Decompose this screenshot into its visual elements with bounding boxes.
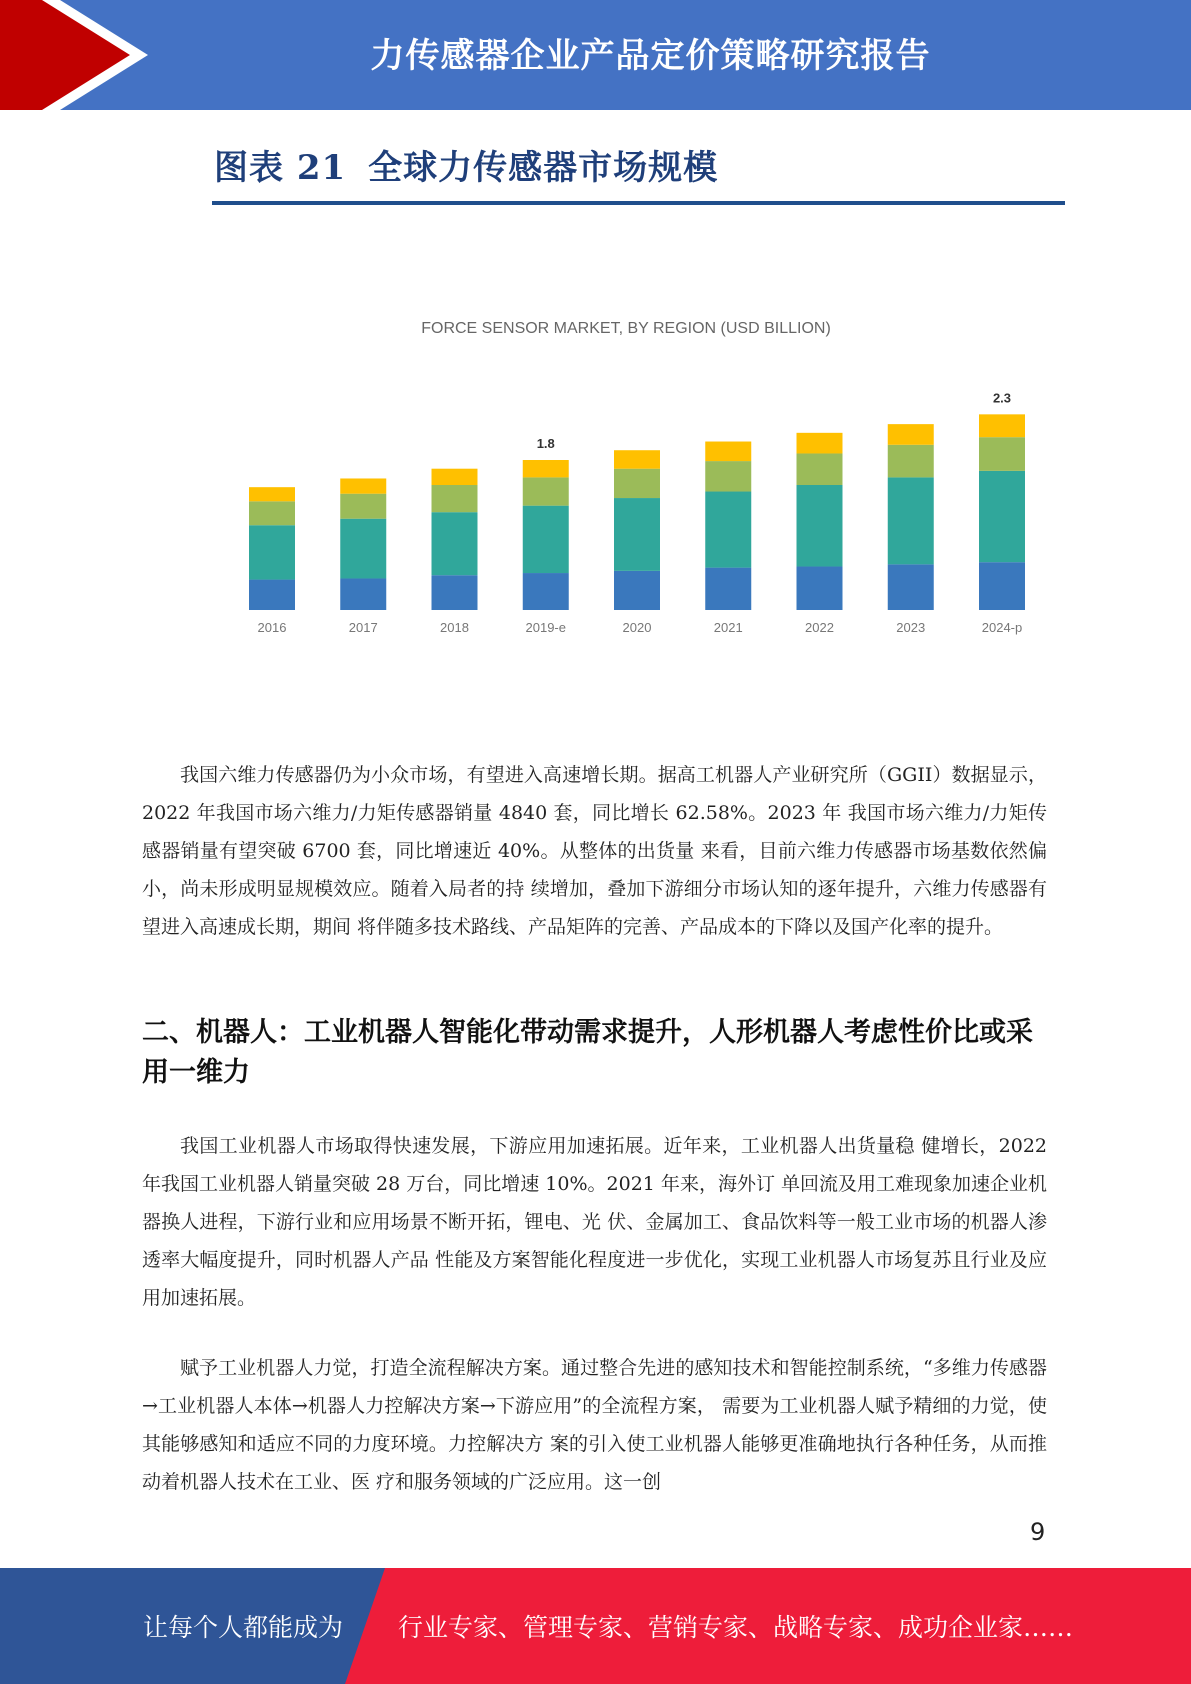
bar-segment-2017-1 (340, 578, 386, 610)
paragraph-industrial-robot-market: 我国工业机器人市场取得快速发展，下游应用加速拓展。近年来，工业机器人出货量稳 健增长，2022 年我国工业机器人销量突破 28 万台，同比增速 10%。2021 年来，海外订 单回流及用工难现象加速企业机器换人进程，下游行业和应用场景不断开拓，锂电、光 伏、金属加工、食品饮料等一般工业市场的机器人渗透率大幅度提升，同时机器人产品 性能及方案智能化程度进一步优化，实现工业机器人市场复苏且行业及应用加速拓展。 (142, 1135, 1047, 1309)
bar-segment-2018-1 (432, 575, 478, 610)
data-label: 2.3 (992, 390, 1012, 406)
x-tick-label: 2022 (805, 620, 834, 635)
x-tick-label: 2017 (348, 620, 378, 635)
bar-segment-2016-3 (249, 501, 295, 525)
bar-segment-2021-1 (705, 568, 751, 610)
bar-segment-2021-2 (705, 492, 751, 568)
bar-segment-2020-1 (614, 571, 660, 610)
figure-title: 全球力传感器市场规模 (368, 148, 719, 188)
bar-segment-2018-2 (432, 512, 478, 575)
bar-segment-2017-2 (340, 519, 386, 579)
bar-segment-2023-3 (888, 445, 934, 478)
bar-segment-2022-3 (797, 453, 843, 485)
section-heading: 二、机器人：工业机器人智能化带动需求提升，人形机器人考虑性价比或采用一维力 (142, 1017, 1033, 1088)
bar-segment-2021-3 (705, 461, 751, 491)
force-sensor-market-chart (220, 300, 1070, 650)
bar-segment-2024-p-1 (979, 562, 1025, 610)
x-tick-label: 2018 (440, 620, 469, 635)
bar-segment-2018-4 (432, 469, 478, 485)
bar-segment-2017-3 (340, 494, 386, 519)
chart-bars (249, 414, 1025, 610)
bar-segment-2022-1 (797, 567, 843, 610)
bar-segment-2021-4 (705, 442, 751, 462)
header-title: 力传感器企业产品定价策略研究报告 (370, 36, 931, 76)
x-tick-label: 2016 (257, 620, 287, 635)
bar-segment-2016-1 (249, 580, 295, 610)
x-tick-label: 2021 (713, 620, 743, 635)
figure-caption (214, 140, 718, 189)
bar-segment-2019-e-1 (523, 573, 569, 610)
footer-slogan-left: 让每个人都能成为 (143, 1613, 344, 1642)
bar-segment-2017-4 (340, 478, 386, 493)
bar-segment-2020-3 (614, 469, 660, 498)
bar-segment-2024-p-2 (979, 471, 1025, 562)
chart-title: FORCE SENSOR MARKET, BY REGION (USD BILLION) (421, 320, 831, 337)
bar-segment-2023-1 (888, 564, 934, 610)
bar-segment-2022-4 (797, 433, 843, 454)
x-tick-label: 2019-e (525, 620, 566, 635)
bar-segment-2020-4 (614, 450, 660, 468)
bar-segment-2019-e-3 (523, 477, 569, 505)
chart-x-labels (258, 620, 1023, 635)
paragraph-force-control-solution: 赋予工业机器人力觉，打造全流程解决方案。通过整合先进的感知技术和智能控制系统，“多维力传感器→工业机器人本体→机器人力控解决方案→下游应用”的全流程方案， 需要为工业机器人赋予精细的力觉，使其能够感知和适应不同的力度环境。力控解决方 案的引入使工业机器人能够更准确地执行各种任务，从而推动着机器人技术在工业、医 疗和服务领域的广泛应用。这一创 (142, 1357, 1047, 1493)
page-number: 9 (1030, 1518, 1046, 1546)
page-header (0, 0, 1191, 110)
bar-segment-2019-e-4 (523, 460, 569, 477)
figure-rule (212, 201, 1065, 205)
bar-segment-2023-2 (888, 477, 934, 564)
data-label: 1.8 (536, 436, 555, 451)
x-tick-label: 2020 (622, 620, 652, 635)
bar-segment-2024-p-4 (979, 414, 1025, 437)
header-red-arrow (0, 0, 130, 110)
bar-segment-2016-2 (249, 525, 295, 579)
bar-segment-2020-2 (614, 498, 660, 571)
x-tick-label: 2023 (896, 620, 926, 635)
page-footer (0, 1568, 1191, 1684)
x-tick-label: 2024-p (981, 620, 1023, 635)
bar-segment-2018-3 (432, 485, 478, 512)
footer-slogan-right: 行业专家、管理专家、营销专家、战略专家、成功企业家…… (398, 1613, 1074, 1642)
bar-segment-2024-p-3 (979, 437, 1025, 471)
bar-segment-2022-2 (797, 485, 843, 567)
figure-number: 图表 21 (214, 148, 347, 188)
bar-segment-2023-4 (888, 424, 934, 445)
bar-segment-2019-e-2 (523, 506, 569, 573)
chart-annotations (537, 390, 1011, 451)
bar-segment-2016-4 (249, 487, 295, 501)
paragraph-six-axis-market: 我国六维力传感器仍为小众市场，有望进入高速增长期。据高工机器人产业研究所（GGII）数据显示，2022 年我国市场六维力/力矩传感器销量 4840 套，同比增长 62.58%。2023 年 我国市场六维力/力矩传感器销量有望突破 6700 套，同比增速近 40%。从整体的出货量 来看，目前六维力传感器市场基数依然偏小，尚未形成明显规模效应。随着入局者的持 续增加，叠加下游细分市场认知的逐年提升，六维力传感器有望进入高速成长期，期间 将伴随多技术路线、产品矩阵的完善、产品成本的下降以及国产化率的提升。 (142, 764, 1047, 938)
